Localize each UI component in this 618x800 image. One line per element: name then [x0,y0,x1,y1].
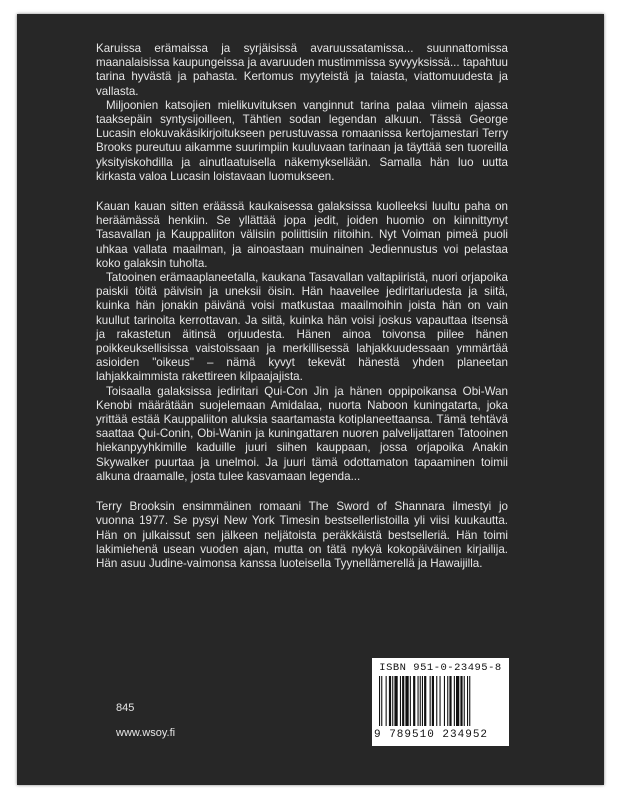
barcode [372,658,509,746]
author-bio-paragraph: Terry Brooksin ensimmäinen romaani The Sword of Shannara ilmestyi jo vuonna 1977. Se pysyi New York Timesin bestsellerlistoilla yli viisi kuukautta. Hän on julkaissut sen jälkeen neljätoista peräkkäistä bestselleriä. Hän toimi lakimiehenä usean vuoden ajan, mutta on tätä nykyä kokopäiväinen kirjailija. Hän asuu Judine-vaimonsa kanssa luoteisella Tyynellämerellä ja Hawaijilla. [96,500,508,570]
cover-text [96,42,508,571]
intro-paragraph: Karuissa erämaissa ja syrjäisissä avaruussatamissa... suunnattomissa maanalaisissa kaupungeissa ja avaruuden mustimmissa syvyyksissä... tapahtuu tarina hyvästä ja pahasta. Kertomus myyteistä ja taiasta, viattomuudesta ja vallasta. [96,42,508,98]
story-paragraph: Miljoonien katsojien mielikuvituksen vanginnut tarina palaa viimein ajassa taaksepäin syntysijoilleen, Tähtien sodan legendan alkuun. Tässä George Lucasin elokuvakäsikirjoitukseen perustuvassa romaanissa kertojamestari Terry Brooks pureutuu aikamme suurimpiin kuuluvaan tarinaan ja täyttää sen tuoreilla yksityiskohdilla ja ainutlaatuisella näkemyksellään. Samalla hän luo uutta kirkasta valoa Lucasin loistavaan luomukseen. [96,98,508,183]
barcode-icon [379,676,502,730]
anakin-paragraph: Tatooinen erämaaplaneetalla, kaukana Tasavallan valtapiiristä, nuori orjapoika paiskii töitä päivisin ja uneksii öisin. Hän haaveilee jediritariudesta ja siitä, kuinka hän jonakin päivänä voisi matkustaa maailmoihin joista hän on vain kuullut tarinoita kerrottavan. Ja siitä, kuinka hän voisi joskus vapauttaa itsensä ja rakastetun äitinsä orjuudesta. Hänen ainoa toivonsa piilee hänen poikkeuksellisissa vaistoissaan ja merkillisessä lahjakkuudessaan ymmärtää asioiden "oikeus" – nämä kyvyt tekevät hänestä yhden planeetan lahjakkaimmista rakettireen kilpaajajista. [96,271,508,384]
synopsis-paragraph: Kauan kauan sitten eräässä kaukaisessa galaksissa kuolleeksi luultu paha on heräämässä henkiin. Se yllättää jopa jedit, joiden huomio on kiinnittynyt Tasavallan ja Kauppaliiton välisiin poliittisiin riitoihin. Nyt Voiman pimeä puoli uhkaa vallata maailman, ja ainoastaan muinainen Jediennustus voi pelastaa koko galaksin tuholta. [96,200,508,270]
isbn-label: ISBN 951-0-23495-8 [379,662,502,674]
section-gap [96,484,508,500]
jedi-paragraph: Toisaalla galaksissa jediritari Qui-Con Jin ja hänen oppipoikansa Obi-Wan Kenobi määrätään suojelemaan Amidalaa, nuorta Naboon kuningatarta, joka yrittää estää Kauppaliiton aluksia saartamasta kotiplaneettaansa. Tämä tehtävä saattaa Qui-Conin, Obi-Wanin ja kuningattaren nuoren palvelijattaren Tatooinen hiekanpyyhkimille kaduille juuri siihen kauppaan, jossa orjapoika Anakin Skywalker puurtaa ja unelmoi. Ja juuri tämä odottamaton tapaaminen toimii alkuna draamalle, josta tulee kasvamaan legenda... [96,384,508,483]
catalog-number: 845 [116,702,135,714]
ean-label: 9 789510 234952 [374,729,489,741]
publisher-website[interactable]: www.wsoy.fi [116,727,176,739]
section-gap [96,184,508,200]
